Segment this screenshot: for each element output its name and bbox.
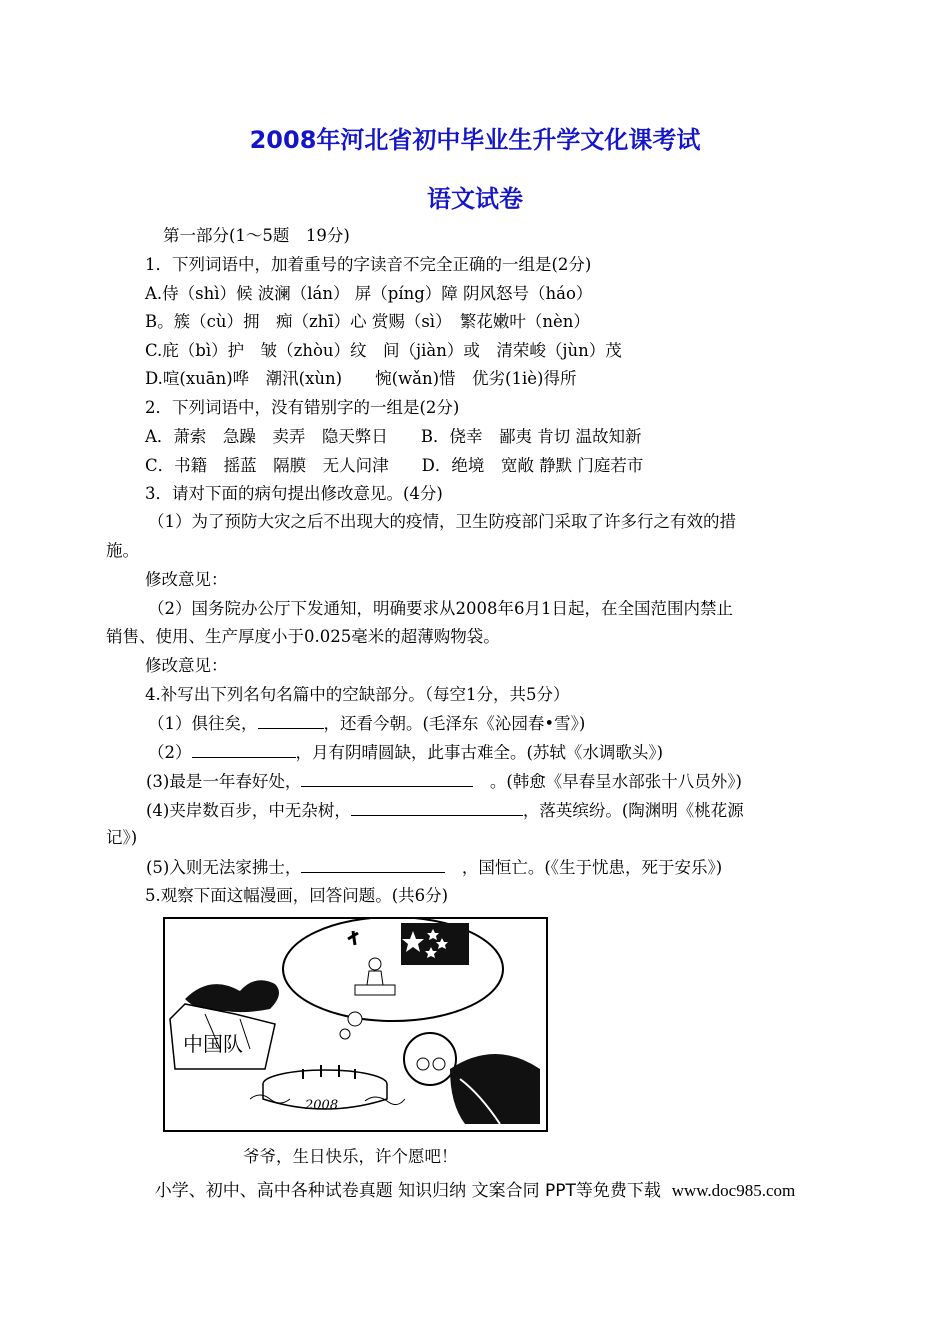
q3-advice1: 修改意见： [145,570,228,589]
cartoon-team-label: 中国队 [183,1032,243,1056]
q4-item3-end: 。(韩愈《早春呈水部张十八员外》) [473,772,742,791]
q3-stem: 3．请对下面的病句提出修改意见。(4分) [145,484,443,503]
cartoon-caption: 爷爷，生日快乐，许个愿吧！ [243,1147,458,1166]
q3-advice2: 修改意见： [145,656,228,675]
q4-item1 [148,712,585,735]
q2-options-cd: C．书籍 摇蓝 隔膜 无人问津 D．绝境 宽敞 静默 门庭若市 [145,456,644,475]
q1-option-c: C.庇（bì）护 皱（zhòu）纹 间（jiàn）或 清荣峻（jùn）茂 [145,341,622,360]
q4-item1-start: （1）俱往矣， [148,714,258,733]
q4-item5-start: (5)入则无法家拂士， [146,858,302,877]
q4-item4-end: ，落英缤纷。(陶渊明《桃花源 [522,801,744,820]
q1-option-b: B。簇（cù）拥 痴（zhī）心 赏赐（sì） 繁花嫩叶（nèn） [145,312,590,331]
answer-blank[interactable] [192,741,296,758]
q3-sentence1-cont: 施。 [106,541,139,560]
footer-text: 小学、初中、高中各种试卷真题 知识归纳 文案合同 PPT等免费下载 [154,1181,661,1201]
q4-item5-end: ，国恒亡。(《生于忧患，死于安乐》) [445,858,723,877]
q3-sentence2-cont: 销售、使用、生产厚度小于0.025毫米的超薄购物袋。 [106,627,500,646]
q4-item2-start: （2） [148,743,192,762]
q4-item3 [146,770,742,793]
page-subtitle: 语文试卷 [427,185,523,213]
q1-option-d: D.喧(xuān)哗 潮汛(xùn) 惋(wǎn)惜 优劣(1iè)得所 [145,369,577,388]
answer-blank[interactable] [258,712,324,729]
q2-options-ab: A．萧索 急躁 卖弄 隐天弊日 B．侥幸 鄙夷 肯切 温故知新 [145,427,642,446]
q3-sentence2: （2）国务院办公厅下发通知，明确要求从2008年6月1日起，在全国范围内禁止 [148,599,733,618]
q3-sentence1: （1）为了预防大灾之后不出现大的疫情，卫生防疫部门采取了许多行之有效的措 [148,512,736,531]
q4-stem: 4.补写出下列名句名篇中的空缺部分。（每空1分，共5分） [145,685,570,704]
cartoon-cake-label: 2008 [305,1098,339,1113]
q1-option-a: A.侍（shì）候 波澜（lán） 屏（píng）障 阴风怒号（háo） [145,284,593,303]
footer [0,1176,950,1201]
q5-stem: 5.观察下面这幅漫画，回答问题。(共6分) [145,886,449,905]
page-title: 2008年河北省初中毕业生升学文化课考试 [249,126,701,154]
q4-item4 [146,799,744,822]
q4-item2-end: ，月有阴晴圆缺，此事古难全。(苏轼《水调歌头》) [295,743,664,762]
q4-item4-cont: 记》) [106,828,138,847]
q4-item3-start: (3)最是一年春好处， [146,772,302,791]
part-heading: 第一部分(1～5题 19分) [163,226,350,245]
footer-url[interactable]: www.doc985.com [671,1181,796,1200]
q2-stem: 2．下列词语中，没有错别字的一组是(2分) [145,398,460,417]
cartoon-image [163,917,548,1132]
answer-blank[interactable] [301,770,473,787]
q1-stem: 1．下列词语中，加着重号的字读音不完全正确的一组是(2分) [145,255,592,274]
answer-blank[interactable] [301,856,445,873]
answer-blank[interactable] [351,799,523,816]
cartoon-drawing [165,919,546,1130]
q4-item2 [148,741,663,764]
q4-item5 [146,856,722,879]
q4-item1-end: ，还看今朝。(毛泽东《沁园春•雪》) [323,714,586,733]
q4-item4-start: (4)夹岸数百步，中无杂树， [146,801,351,820]
